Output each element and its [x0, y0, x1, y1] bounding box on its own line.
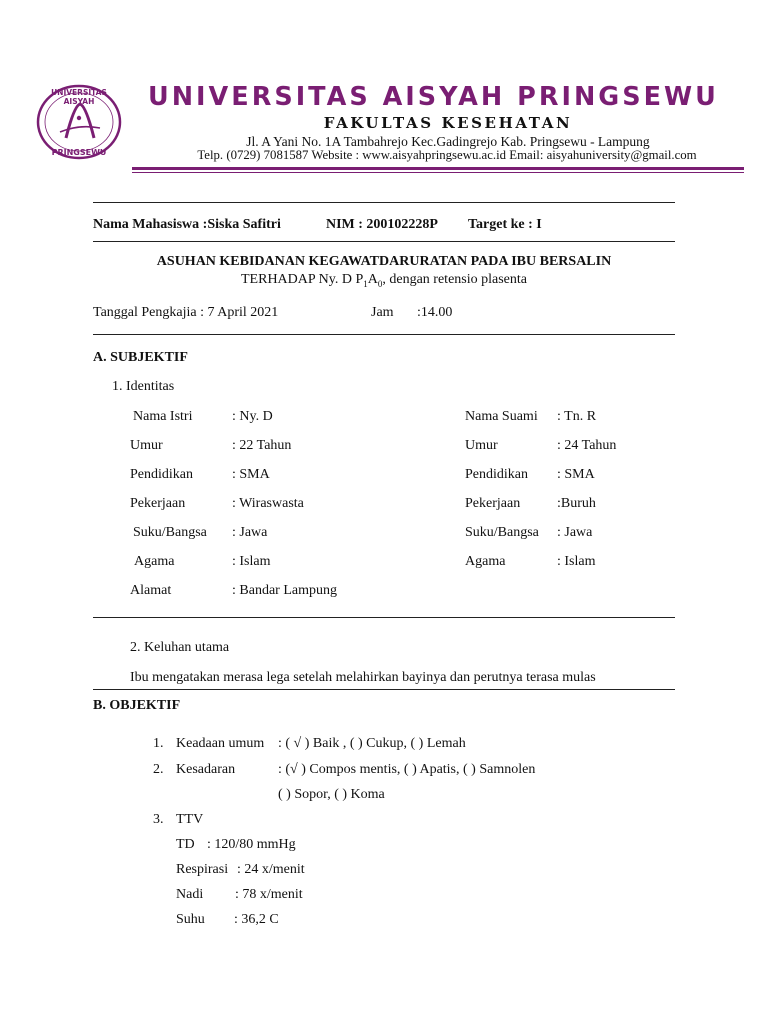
- keluhan-text: Ibu mengatakan merasa lega setelah melahirkan bayinya dan perutnya terasa mulas: [130, 670, 596, 685]
- divider: [93, 617, 675, 618]
- istri-row-value: : Islam: [232, 554, 271, 569]
- subtitle-suffix: , dengan retensio plasenta: [382, 272, 527, 287]
- subtitle-a: A: [367, 272, 378, 287]
- document-title: ASUHAN KEBIDANAN KEGAWATDARURATAN PADA IBU BERSALIN: [156, 254, 612, 269]
- logo-text-top: UNIVERSITAS AISYAH: [51, 88, 107, 106]
- ttv-row-label: Suhu: [176, 912, 205, 927]
- istri-row-label: Pendidikan: [130, 467, 193, 482]
- ttv-row-label: Nadi: [176, 887, 204, 902]
- item2-number: 2.: [153, 762, 164, 777]
- divider: [93, 689, 675, 690]
- student-name: Siska Safitri: [207, 217, 281, 232]
- ttv-row-value: : 78 x/menit: [235, 887, 303, 902]
- keluhan-heading: 2. Keluhan utama: [130, 640, 230, 655]
- istri-row-value: : SMA: [232, 467, 270, 482]
- istri-row-value: : 22 Tahun: [232, 438, 292, 453]
- ttv-row-value: : 24 x/menit: [237, 862, 305, 877]
- keadaan-umum-value: : ( √ ) Baik , ( ) Cukup, ( ) Lemah: [278, 736, 466, 751]
- istri-row-value: : Wiraswasta: [232, 496, 304, 511]
- ttv-label: TTV: [176, 812, 204, 827]
- divider: [93, 241, 675, 242]
- subtitle-prefix: TERHADAP Ny. D P: [241, 272, 364, 287]
- address-line: Jl. A Yani No. 1A Tambahrejo Kec.Gadingrejo Kab. Pringsewu - Lampung: [246, 134, 650, 149]
- letterhead-rule-thick: [132, 167, 744, 170]
- suami-row-value: : Tn. R: [557, 409, 597, 424]
- ttv-row-label: Respirasi: [176, 862, 229, 877]
- kesadaran-value: : (√ ) Compos mentis, ( ) Apatis, ( ) Samnolen: [278, 762, 536, 777]
- student-info: [93, 217, 281, 233]
- istri-row-label: Agama: [134, 554, 175, 569]
- document-subtitle: [93, 272, 675, 289]
- subtitle-sub1: 1: [363, 278, 368, 289]
- subtitle-sub2: 0: [377, 278, 383, 289]
- suami-row-value: : 24 Tahun: [557, 438, 617, 453]
- item3-number: 3.: [153, 812, 164, 827]
- suami-row-value: : Islam: [557, 554, 596, 569]
- kesadaran-value-2: ( ) Sopor, ( ) Koma: [278, 787, 385, 802]
- suami-row-label: Suku/Bangsa: [465, 525, 539, 540]
- kesadaran-label: Kesadaran: [176, 762, 236, 777]
- divider: [93, 202, 675, 203]
- istri-row-value: : Bandar Lampung: [232, 583, 337, 598]
- divider: [93, 334, 675, 335]
- istri-row-label: Pekerjaan: [130, 496, 186, 511]
- identitas-heading: 1. Identitas: [112, 379, 175, 394]
- istri-row-value: : Ny. D: [232, 409, 273, 424]
- istri-row-label: Alamat: [130, 583, 172, 598]
- student-nim: NIM : 200102228P: [326, 217, 438, 232]
- ttv-row-label: TD: [176, 837, 195, 852]
- university-name: UNIVERSITAS AISYAH PRINGSEWU: [148, 82, 719, 112]
- suami-row-label: Umur: [465, 438, 498, 453]
- istri-row-label: Umur: [130, 438, 163, 453]
- istri-row-label: Nama Istri: [133, 409, 193, 424]
- student-name-label: Nama Mahasiswa :: [93, 217, 208, 232]
- istri-row-value: : Jawa: [232, 525, 268, 540]
- letterhead-rule-thin: [132, 172, 744, 173]
- section-objektif-heading: B. OBJEKTIF: [93, 698, 181, 713]
- istri-row-label: Suku/Bangsa: [133, 525, 207, 540]
- assessment-time-value: :14.00: [417, 305, 453, 320]
- logo-text-bottom: PRINGSEWU: [51, 148, 107, 157]
- item1-number: 1.: [153, 736, 164, 751]
- ttv-row-value: : 120/80 mmHg: [207, 837, 296, 852]
- suami-row-value: :Buruh: [557, 496, 596, 511]
- student-target: Target ke : I: [468, 217, 542, 232]
- contact-line: Telp. (0729) 7081587 Website : www.aisyahpringsewu.ac.id Email: aisyahuniversity@gmail.com: [197, 148, 697, 162]
- suami-row-value: : SMA: [557, 467, 595, 482]
- suami-row-label: Nama Suami: [465, 409, 538, 424]
- faculty-name: FAKULTAS KESEHATAN: [323, 114, 573, 132]
- section-subjektif-heading: A. SUBJEKTIF: [93, 350, 188, 365]
- suami-row-value: : Jawa: [557, 525, 593, 540]
- suami-row-label: Pekerjaan: [465, 496, 521, 511]
- university-logo: [36, 84, 122, 160]
- suami-row-label: Agama: [465, 554, 506, 569]
- suami-row-label: Pendidikan: [465, 467, 528, 482]
- keadaan-umum-label: Keadaan umum: [176, 736, 265, 751]
- ttv-row-value: : 36,2 C: [234, 912, 279, 927]
- assessment-time-label: Jam: [371, 305, 394, 320]
- assessment-date: Tanggal Pengkajia : 7 April 2021: [93, 305, 279, 320]
